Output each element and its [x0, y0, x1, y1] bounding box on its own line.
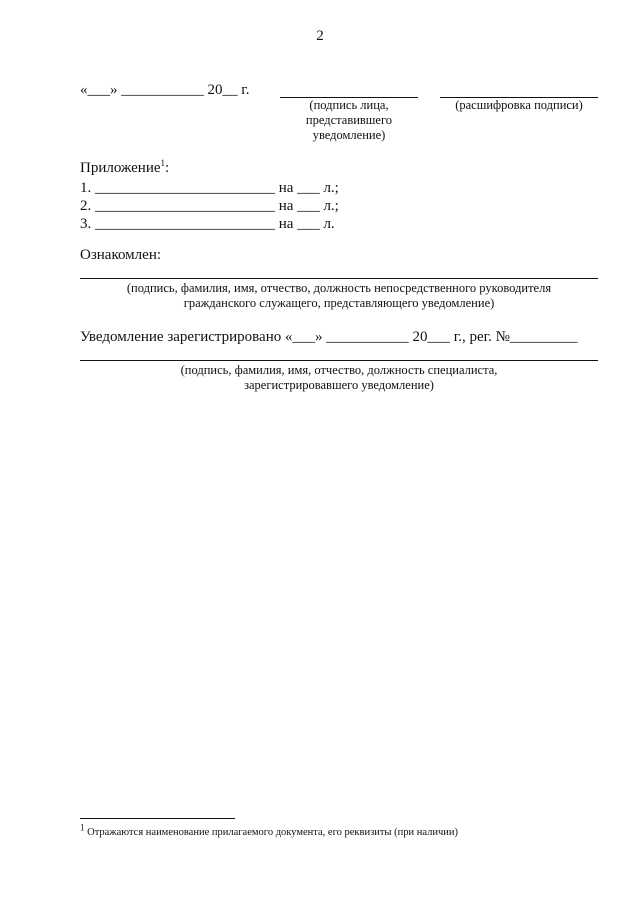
attachment-number: 3.: [80, 216, 92, 232]
attachment-name-blank: ________________________: [95, 198, 275, 214]
footnote-mark: 1: [80, 822, 85, 833]
attachments-heading-colon: :: [165, 160, 170, 176]
attachment-name-blank: ________________________: [95, 180, 275, 196]
attachment-item: [80, 198, 339, 215]
registration-label: Уведомление зарегистрировано: [80, 329, 282, 345]
acknowledged-label: Ознакомлен:: [80, 247, 162, 263]
attachment-unit: л.;: [323, 180, 339, 196]
date-day-blank: ___: [87, 82, 110, 98]
date-close-quote: »: [110, 82, 118, 98]
registration-year: 20___: [412, 329, 450, 345]
registration-signature-line: [80, 360, 598, 361]
attachment-number: 1.: [80, 180, 92, 196]
registration-day-blank: ___: [292, 329, 315, 345]
footnote-ref: 1: [160, 158, 166, 168]
footnote-text: Отражаются наименование прилагаемого документа, его реквизиты (при наличии): [87, 827, 458, 838]
attachment-unit: л.;: [323, 198, 339, 214]
attachment-count-blank: ___: [297, 180, 320, 196]
registration-caption: (подпись, фамилия, имя, отчество, должность специалиста, зарегистрировавшего уведомление): [180, 363, 498, 392]
attachment-name-blank: ________________________: [95, 216, 275, 232]
date-line: [80, 82, 249, 99]
attachment-item: [80, 216, 335, 233]
date-month-blank: ___________: [121, 82, 204, 98]
registration-line: [80, 329, 577, 346]
acknowledged-line: [80, 278, 598, 279]
registration-number-blank: _________: [509, 329, 578, 345]
attachment-count-blank: ___: [297, 198, 320, 214]
attachment-on: на: [278, 198, 294, 214]
attachment-on: на: [278, 180, 294, 196]
footnote-separator: [80, 818, 235, 819]
registration-close-quote: »: [315, 329, 323, 345]
attachment-number: 2.: [80, 198, 92, 214]
signature-decode-caption: (расшифровка подписи): [455, 98, 583, 112]
attachment-unit: л.: [323, 216, 335, 232]
attachment-on: на: [278, 216, 294, 232]
date-year-suffix: г.: [241, 82, 250, 98]
attachments-heading: [80, 160, 169, 177]
attachments-heading-text: Приложение: [80, 160, 161, 176]
date-year: 20__: [207, 82, 238, 98]
page-number: 2: [316, 28, 324, 44]
registration-month-blank: ___________: [326, 329, 409, 345]
signature-caption: (подпись лица, представившего уведомление): [305, 98, 393, 142]
acknowledged-caption: (подпись, фамилия, имя, отчество, должность непосредственного руководителя гражданского служащего, представляющего уведомление): [126, 281, 552, 310]
date-open-quote: «: [80, 82, 88, 98]
registration-open-quote: «: [285, 329, 293, 345]
attachment-item: [80, 180, 339, 197]
attachment-count-blank: ___: [297, 216, 320, 232]
registration-year-suffix: г., рег. №: [453, 329, 510, 345]
footnote: [80, 822, 458, 838]
